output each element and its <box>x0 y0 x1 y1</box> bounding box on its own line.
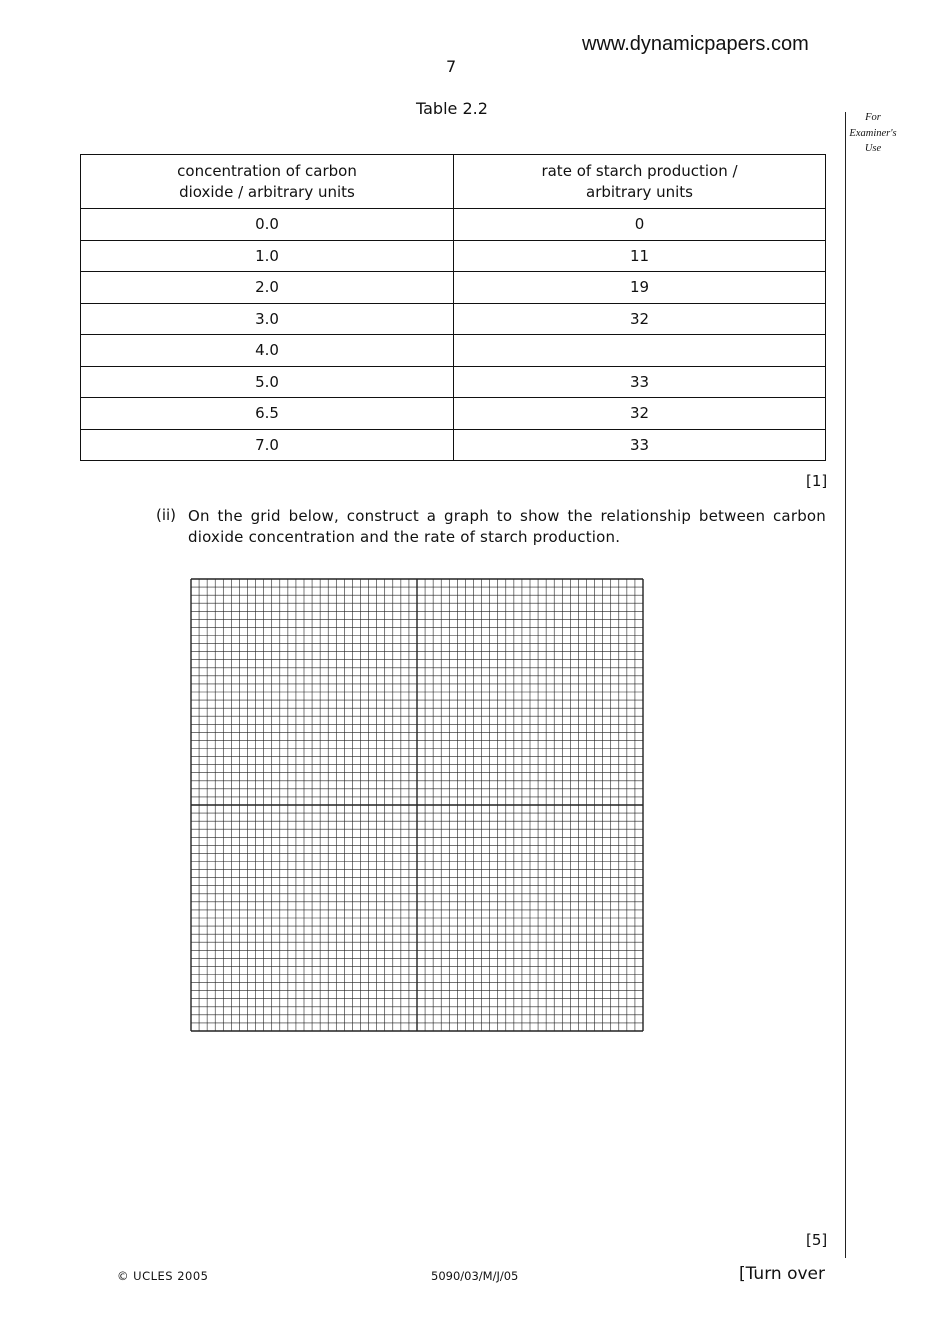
header-line: dioxide / arbitrary units <box>179 182 355 201</box>
turn-over: [Turn over <box>739 1264 825 1284</box>
table-cell-co2: 3.0 <box>81 303 454 335</box>
column-header-starch-rate <box>454 155 826 209</box>
page-number: 7 <box>446 57 457 76</box>
table-row <box>81 240 826 272</box>
table-cell-rate: 32 <box>454 303 826 335</box>
table-row <box>81 366 826 398</box>
table-cell-rate: 0 <box>454 209 826 241</box>
header-line: arbitrary units <box>586 182 693 201</box>
examiner-use-note <box>846 110 900 157</box>
table-header-row <box>81 155 826 209</box>
website-url: www.dynamicpapers.com <box>582 33 809 55</box>
table-row <box>81 335 826 367</box>
table-cell-rate: 33 <box>454 429 826 461</box>
table-row <box>81 272 826 304</box>
table-cell-rate-blank[interactable] <box>454 335 826 367</box>
table-cell-co2: 7.0 <box>81 429 454 461</box>
table-cell-co2: 4.0 <box>81 335 454 367</box>
table-cell-co2: 6.5 <box>81 398 454 430</box>
table-cell-co2: 1.0 <box>81 240 454 272</box>
question-label: (ii) <box>156 506 177 524</box>
question-mark: [5] <box>806 1231 828 1249</box>
table-cell-rate: 11 <box>454 240 826 272</box>
paper-code: 5090/03/M/J/05 <box>431 1269 519 1283</box>
header-line: concentration of carbon <box>177 161 357 180</box>
header-line: rate of starch production / <box>541 161 738 180</box>
table-row <box>81 429 826 461</box>
table-cell-co2: 5.0 <box>81 366 454 398</box>
table-cell-rate: 32 <box>454 398 826 430</box>
graph-grid[interactable] <box>189 577 646 1035</box>
examiner-margin-line <box>845 112 846 1258</box>
table-row <box>81 398 826 430</box>
table-mark: [1] <box>806 472 828 490</box>
table-cell-rate: 19 <box>454 272 826 304</box>
table-row <box>81 209 826 241</box>
examiner-note-line: For <box>865 112 881 123</box>
table-title: Table 2.2 <box>416 99 488 118</box>
table-row <box>81 303 826 335</box>
table-cell-rate: 33 <box>454 366 826 398</box>
table-cell-co2: 0.0 <box>81 209 454 241</box>
examiner-note-line: Use <box>864 143 882 154</box>
examiner-note-line: Examiner's <box>849 127 897 139</box>
column-header-co2 <box>81 155 454 209</box>
copyright: © UCLES 2005 <box>117 1269 209 1283</box>
data-table <box>80 154 826 461</box>
table-cell-co2: 2.0 <box>81 272 454 304</box>
question-text: On the grid below, construct a graph to show the relationship between carbon dioxide concentration and the rate of starch production. <box>188 507 826 546</box>
